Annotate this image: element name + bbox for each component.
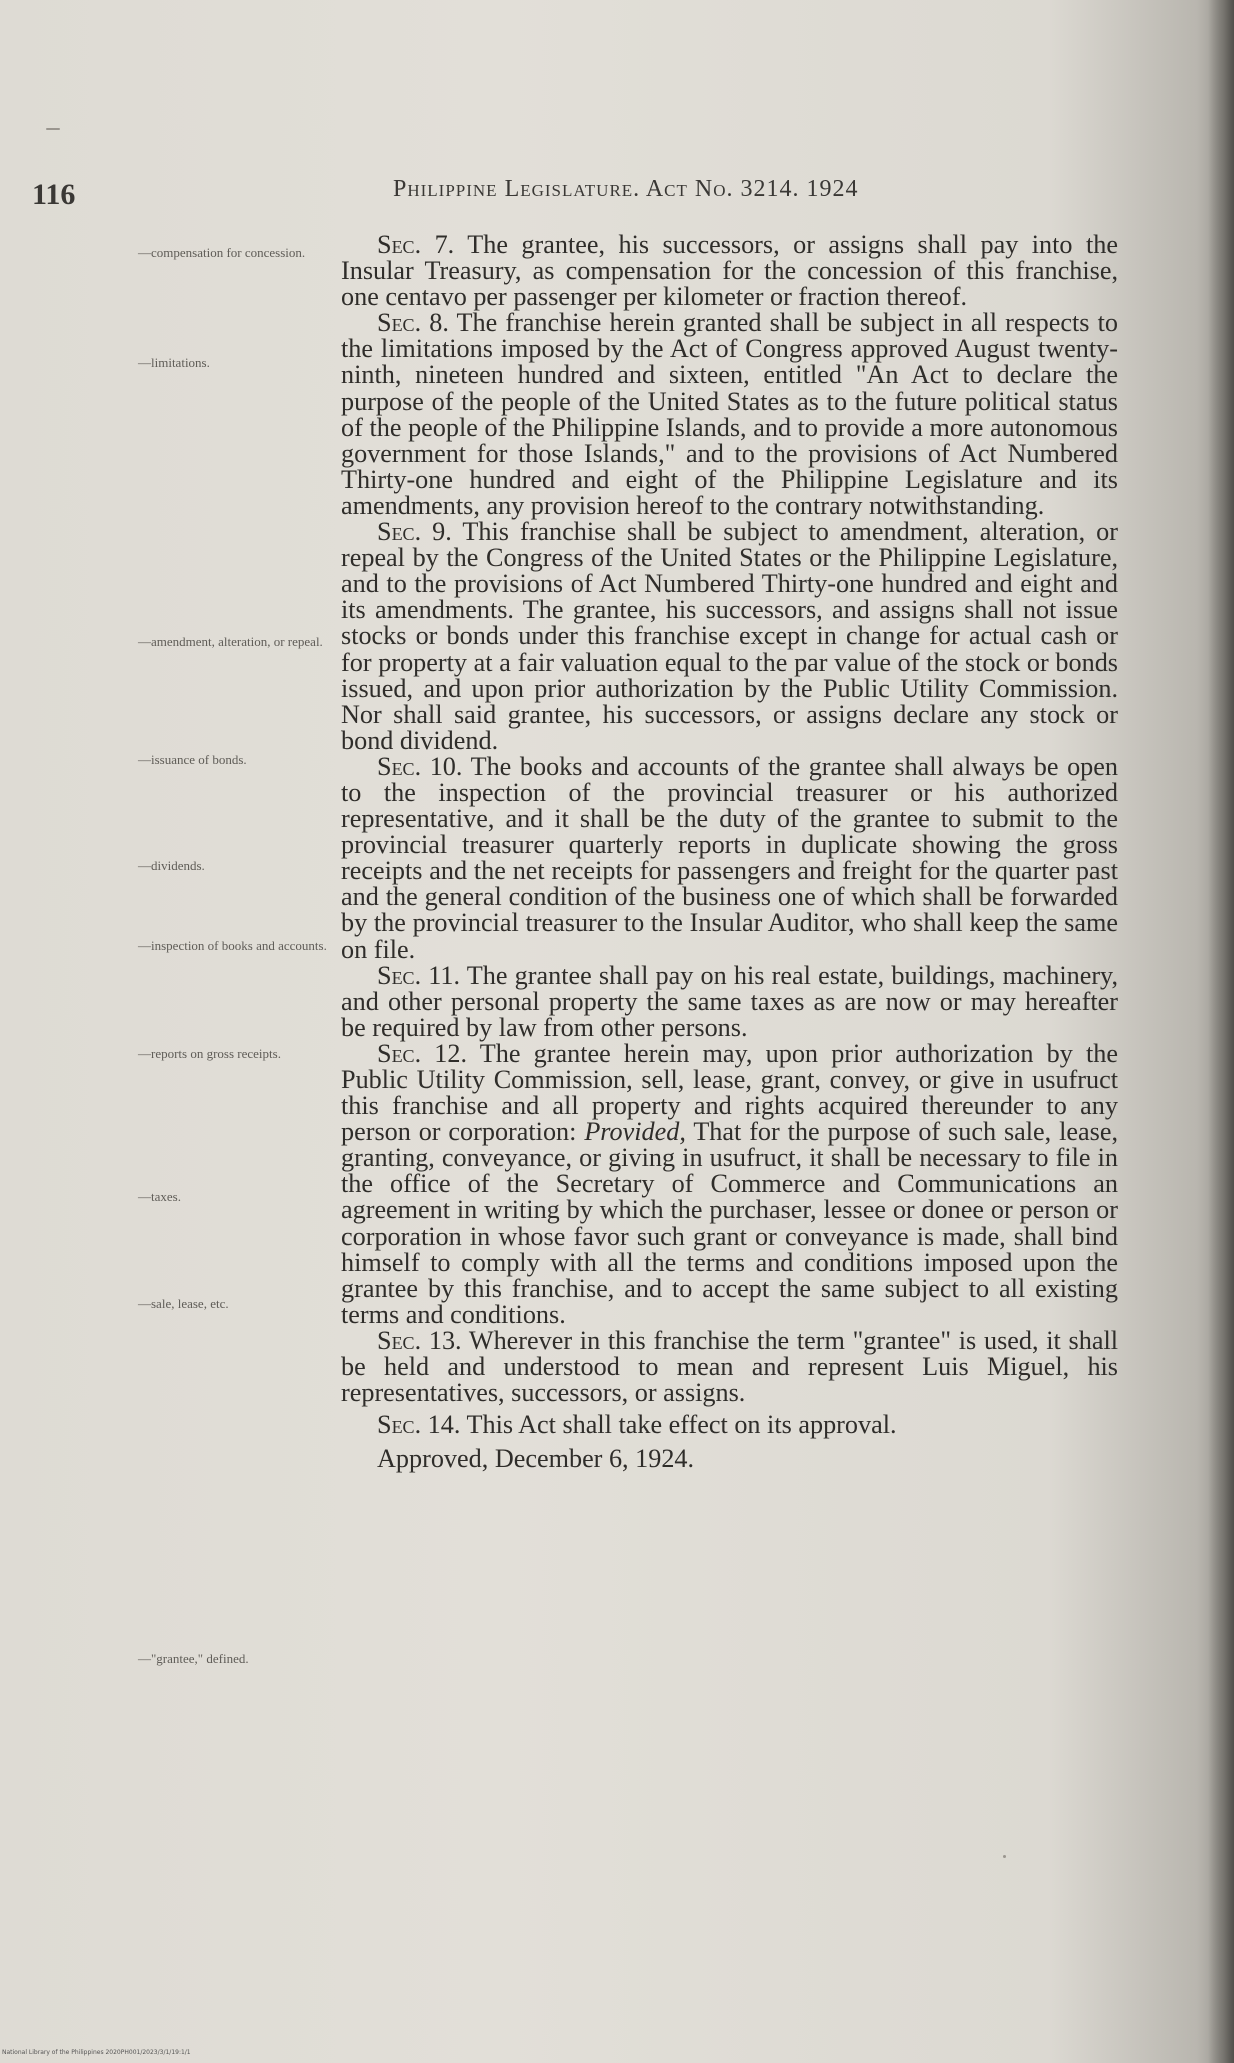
section-14: [341, 1412, 1118, 1438]
section-8: [341, 310, 1118, 519]
margin-note-limitations: —limitations.: [138, 355, 210, 370]
section-text: This Act shall take effect on its approval.: [460, 1410, 897, 1440]
act-body-text: [341, 232, 1118, 1472]
section-label: Sec. 14.: [377, 1410, 461, 1440]
section-label: Sec. 12.: [377, 1038, 468, 1068]
section-text: This franchise shall be subject to amendment, alteration, or repeal by the Congress of the United States or the Philippine Legislature, and to the provisions of Act Numbered Thirty-one hundred and eight and its amendments. The grantee, his successors, and assigns shall not issue stocks or bonds under this franchise except in change for actual cash or for property at a fair valuation equal to the par value of the stock or bonds issued, and upon prior authorization by the Public Utility Commission. Nor shall said grantee, his successors, or assigns declare any stock or bond dividend.: [341, 517, 1118, 755]
section-label: Sec. 7.: [377, 230, 455, 259]
section-7: [341, 232, 1118, 310]
section-10: [341, 751, 1118, 964]
section-text: The grantee herein may, upon prior authorization by the Public Utility Commission, sell, lease, grant, convey, or give in usufruct this franchise and all property and rights acquired thereunder to any person or corporation:: [341, 1038, 1118, 1147]
page-number: 116: [32, 178, 76, 211]
section-11: [341, 960, 1118, 1042]
section-text: The grantee shall pay on his real estate, buildings, machinery, and other personal property the same taxes as are now or may hereafter be required by law from other persons.: [341, 960, 1118, 1042]
section-text: The grantee, his successors, or assigns shall pay into the Insular Treasury, as compensation for the concession of this franchise, one centavo per passenger per kilometer or fraction thereof.: [341, 230, 1118, 312]
footer-watermark: National Library of the Philippines 2020PH001/2023/3/1/19:1/1: [2, 2049, 191, 2056]
section-label: Sec. 8.: [377, 308, 449, 338]
section-text: The franchise herein granted shall be subject in all respects to the limitations imposed by the Act of Congress approved August twenty-ninth, nineteen hundred and sixteen, entitled "An Act to declare the purpose of the people of the United States as to the future political status of the people of the Philippine Islands, and to provide a more autonomous government for those Islands," and to the provisions of Act Numbered Thirty-one hundred and eight of the Philippine Legislature and its amendments, any provision hereof to the contrary notwithstanding.: [341, 308, 1118, 520]
running-head: Philippine Legislature. Act No. 3214. 1924: [393, 176, 859, 202]
margin-note-grantee: —"grantee," defined.: [138, 1651, 249, 1666]
margin-note-amendment: —amendment, alteration, or repeal.: [138, 634, 323, 649]
margin-note-inspection: —inspection of books and accounts.: [138, 938, 327, 953]
section-text: The books and accounts of the grantee shall always be open to the inspection of the provincial treasurer or his authorized representative, and it shall be the duty of the grantee to submit to the provincial treasurer quarterly reports in duplicate showing the gross receipts and the net receipts for passengers and freight for the quarter past and the general condition of the business one of which shall be forwarded by the provincial treasurer to the Insular Auditor, who shall keep the same on file.: [341, 751, 1118, 964]
section-label: Sec. 10.: [377, 751, 463, 781]
margin-note-compensation: —compensation for concession.: [138, 245, 306, 260]
section-9: [341, 519, 1118, 754]
section-12: [341, 1038, 1118, 1329]
margin-note-sale: —sale, lease, etc.: [138, 1296, 229, 1311]
section-text: That for the purpose of such sale, lease, granting, conveyance, or giving in usufruct, it shall be necessary to file in the office of the Secretary of Commerce and Communications an agreement in writing by which the purchaser, lessee or donee or person or corporation in whose favor such grant or conveyance is made, shall bind himself to comply with all the terms and conditions imposed upon the grantee by this franchise, and to accept the same subject to all existing terms and conditions.: [341, 1117, 1118, 1329]
margin-note-bonds: —issuance of bonds.: [138, 752, 247, 767]
section-text: Wherever in this franchise the term "grantee" is used, it shall be held and understood to mean and represent Luis Miguel, his representatives, successors, or assigns.: [341, 1325, 1118, 1408]
margin-note-taxes: —taxes.: [138, 1189, 181, 1204]
proviso-italic: Provided,: [584, 1117, 686, 1147]
margin-notes: [138, 0, 338, 2063]
approval-date: Approved, December 6, 1924.: [377, 1444, 695, 1474]
margin-note-dividends: —dividends.: [138, 858, 205, 873]
section-label: Sec. 9.: [377, 517, 452, 547]
page-edge-shadow: [1208, 0, 1234, 2063]
paper-speck: [46, 128, 60, 130]
paper-speck: [1003, 1855, 1006, 1858]
section-13: [341, 1325, 1118, 1408]
section-label: Sec. 11.: [377, 960, 461, 990]
margin-note-reports: —reports on gross receipts.: [138, 1046, 281, 1061]
section-label: Sec. 13.: [377, 1325, 462, 1355]
